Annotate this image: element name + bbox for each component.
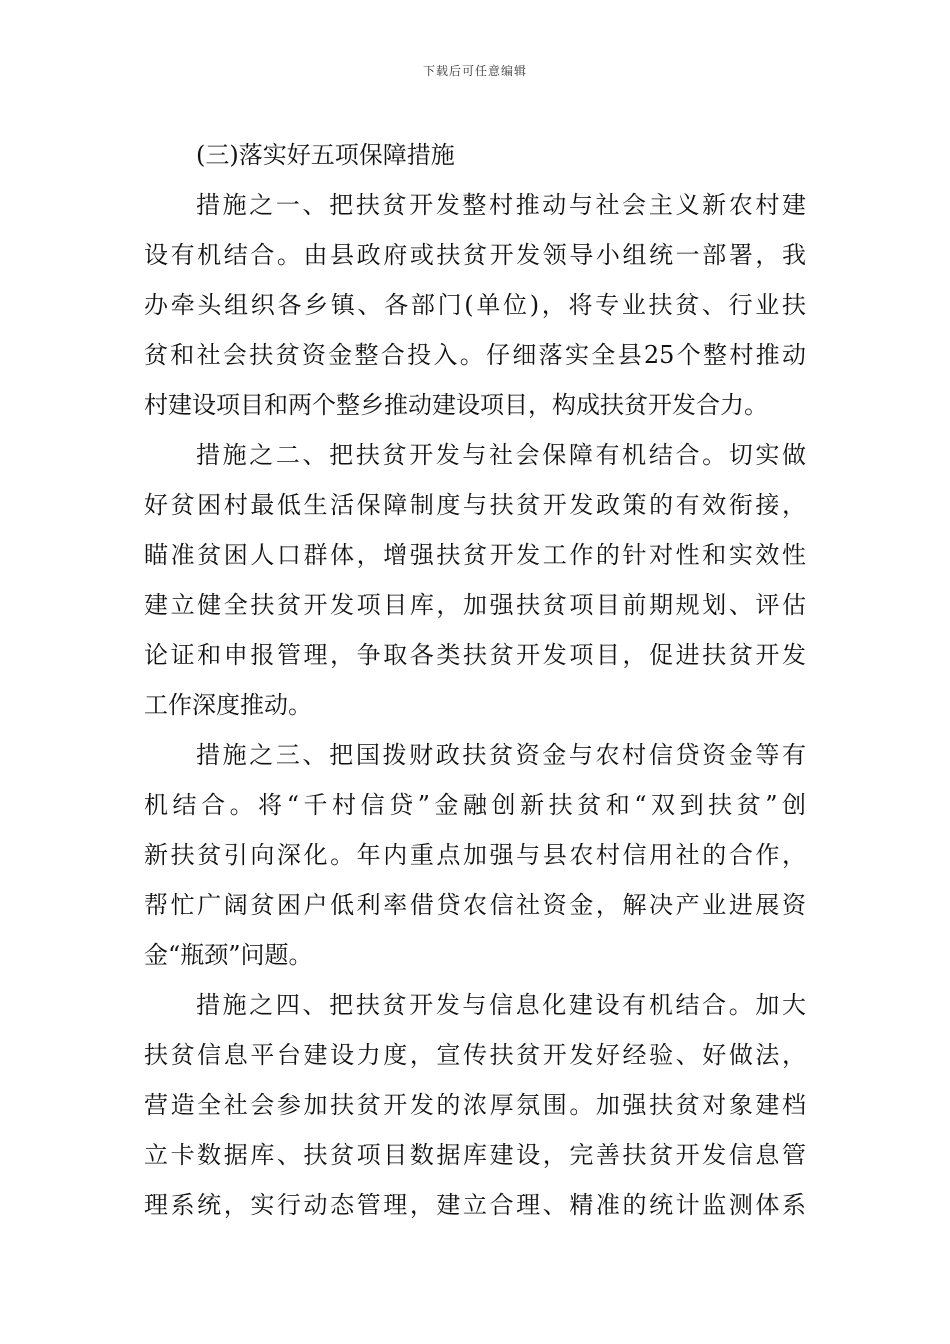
text-line: 村建设项目和两个整乡推动建设项目，构成扶贫开发合力。 (144, 391, 768, 419)
text-line: 措施之四、把扶贫开发与信息化建设有机结合。加大 (196, 991, 806, 1019)
text-line: 办牵头组织各乡镇、各部门(单位)，将专业扶贫、行业扶 (144, 291, 806, 319)
text-line: 帮忙广阔贫困户低利率借贷农信社资金，解决产业进展资 (144, 891, 806, 919)
text-line: 扶贫信息平台建设力度，宣传扶贫开发好经验、好做法， (144, 1041, 806, 1069)
text-line: 设有机结合。由县政府或扶贫开发领导小组统一部署，我 (144, 241, 806, 269)
text-line: 论证和申报管理，争取各类扶贫开发项目，促进扶贫开发 (144, 641, 806, 669)
text-line: 措施之一、把扶贫开发整村推动与社会主义新农村建 (196, 191, 806, 219)
text-line: 理系统，实行动态管理，建立合理、精准的统计监测体系 (144, 1191, 806, 1219)
text-line: 措施之二、把扶贫开发与社会保障有机结合。切实做 (196, 441, 806, 469)
document-body (144, 130, 806, 1230)
text-line: 机结合。将“千村信贷”金融创新扶贫和“双到扶贫”创 (144, 791, 806, 819)
text-line: 金“瓶颈”问题。 (144, 941, 313, 969)
text-line: 新扶贫引向深化。年内重点加强与县农村信用社的合作， (144, 841, 806, 869)
text-line: 营造全社会参加扶贫开发的浓厚氛围。加强扶贫对象建档 (144, 1091, 806, 1119)
text-line: 建立健全扶贫开发项目库，加强扶贫项目前期规划、评估 (144, 591, 806, 619)
text-line: 工作深度推动。 (144, 691, 312, 719)
text-line: 好贫困村最低生活保障制度与扶贫开发政策的有效衔接， (144, 491, 806, 519)
text-line: (三)落实好五项保障措施 (196, 141, 455, 169)
header-note: 下载后可任意编辑 (422, 64, 527, 78)
text-line: 立卡数据库、扶贫项目数据库建设，完善扶贫开发信息管 (144, 1141, 806, 1169)
text-line: 措施之三、把国拨财政扶贫资金与农村信贷资金等有 (196, 741, 806, 769)
text-line: 贫和社会扶贫资金整合投入。仔细落实全县25个整村推动 (144, 341, 806, 369)
text-line: 瞄准贫困人口群体，增强扶贫开发工作的针对性和实效性 (144, 541, 806, 569)
